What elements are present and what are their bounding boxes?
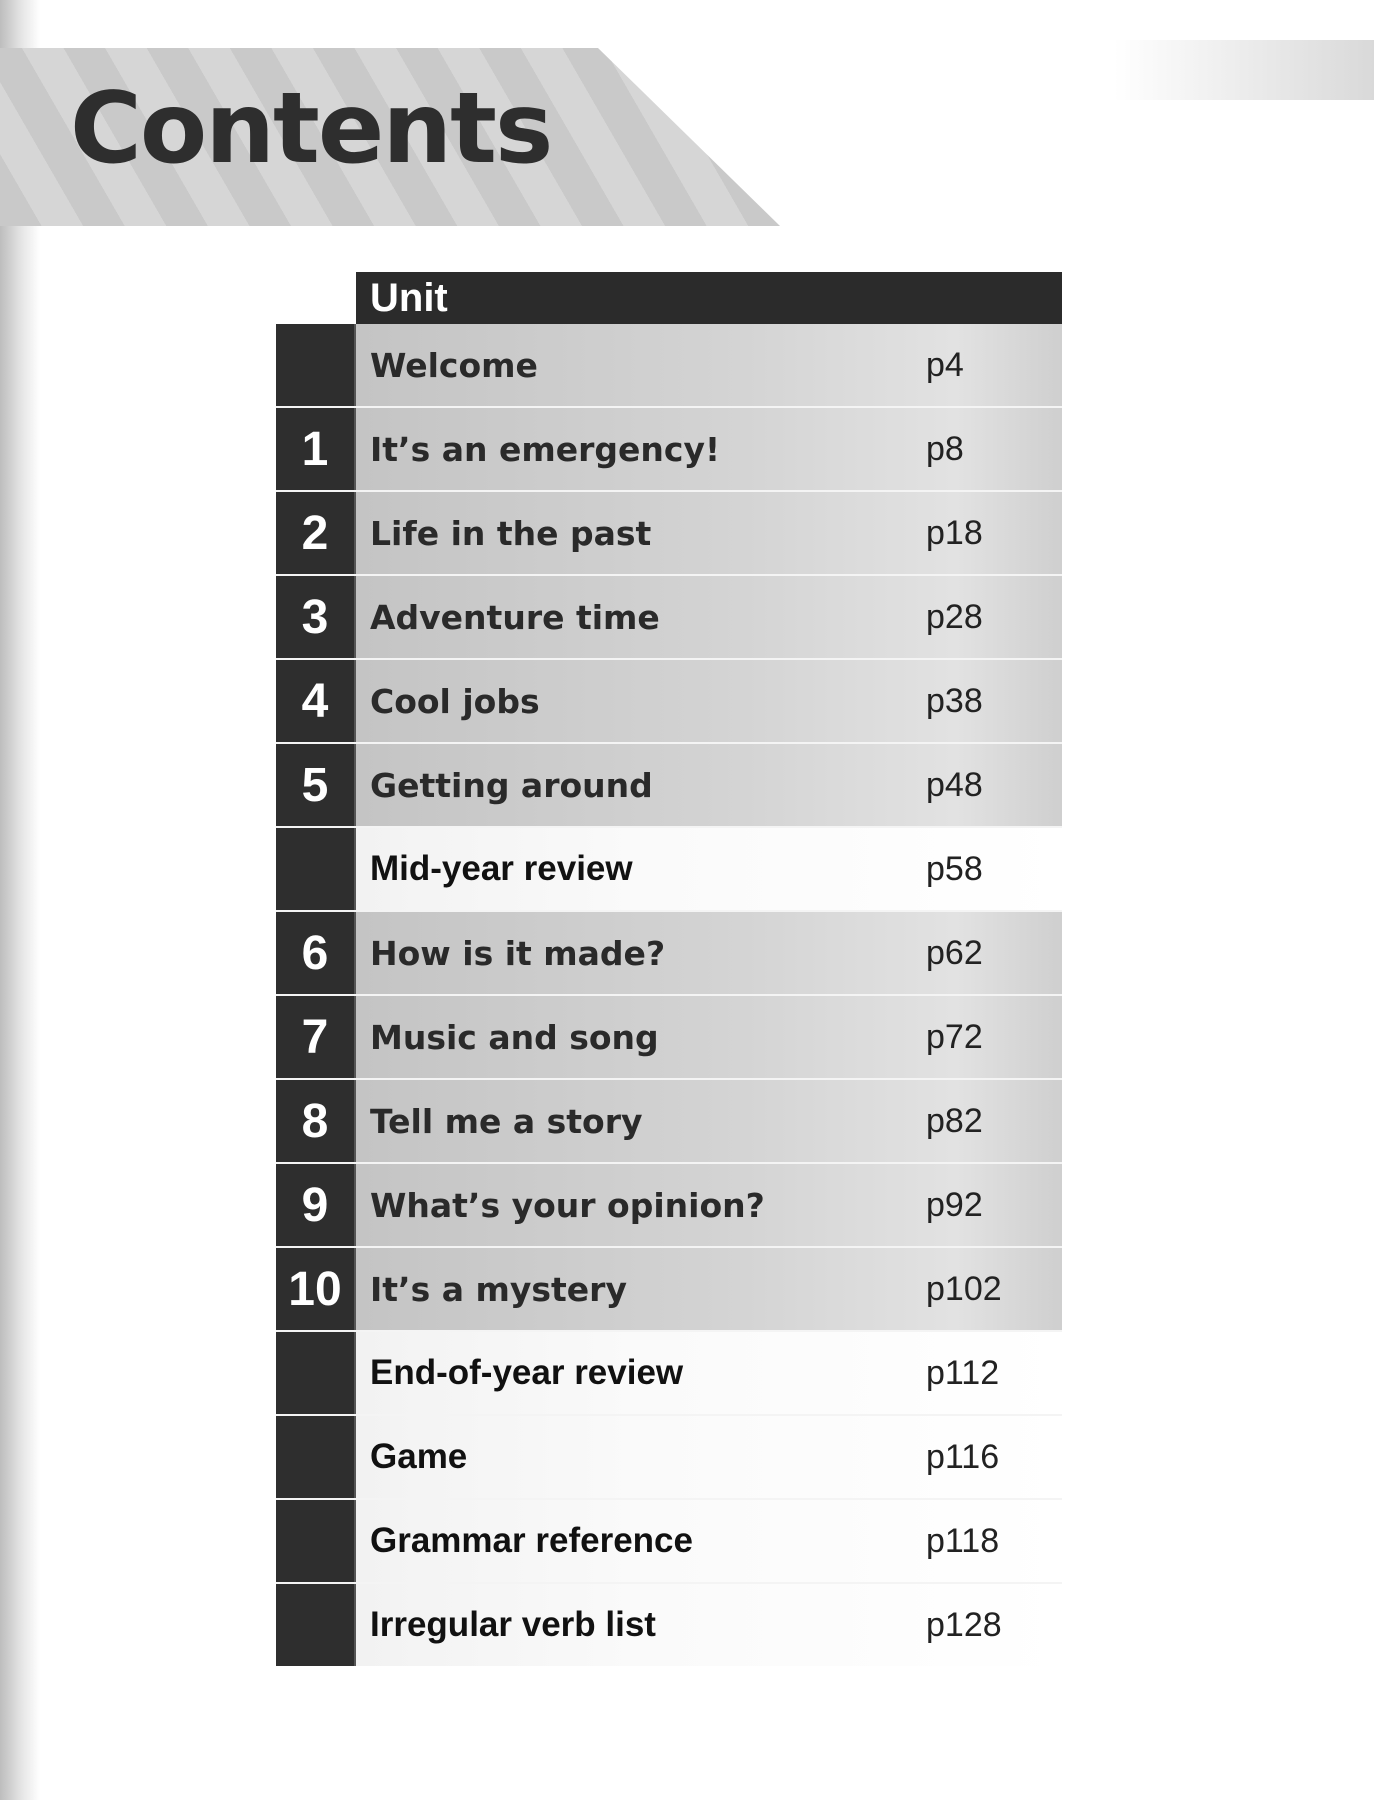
row-content	[356, 1584, 1062, 1666]
row-content	[356, 996, 1062, 1078]
page-number: p116	[926, 1437, 1000, 1476]
contents-row	[276, 574, 1062, 658]
section-title: Welcome	[370, 345, 538, 385]
page-number: p92	[926, 1185, 983, 1224]
contents-row	[276, 742, 1062, 826]
unit-number: 8	[276, 1080, 356, 1162]
contents-row	[276, 910, 1062, 994]
section-title: Life in the past	[370, 513, 652, 553]
page-number: p72	[926, 1017, 983, 1056]
page-number: p18	[926, 513, 983, 552]
section-title: It’s a mystery	[370, 1269, 627, 1309]
contents-row	[276, 1414, 1062, 1498]
row-content	[356, 744, 1062, 826]
page-number: p38	[926, 681, 983, 720]
unit-number	[276, 1500, 356, 1582]
page-number: p128	[926, 1605, 1002, 1644]
contents-row	[276, 324, 1062, 406]
section-title: Music and song	[370, 1017, 659, 1057]
contents-table	[276, 272, 1062, 1666]
page-number: p62	[926, 933, 983, 972]
row-content	[356, 1416, 1062, 1498]
section-title: Adventure time	[370, 597, 660, 637]
unit-number: 9	[276, 1164, 356, 1246]
section-title: Grammar reference	[370, 1521, 693, 1560]
section-title: Tell me a story	[370, 1101, 643, 1141]
contents-row	[276, 658, 1062, 742]
unit-number	[276, 1584, 356, 1666]
page-number: p28	[926, 597, 983, 636]
page-title: Contents	[70, 72, 552, 186]
section-title: What’s your opinion?	[370, 1185, 765, 1225]
row-content	[356, 1248, 1062, 1330]
page-number: p82	[926, 1101, 983, 1140]
row-content	[356, 1332, 1062, 1414]
unit-number: 7	[276, 996, 356, 1078]
contents-row	[276, 1582, 1062, 1666]
page-number: p118	[926, 1521, 1000, 1560]
contents-row	[276, 490, 1062, 574]
contents-row	[276, 1078, 1062, 1162]
row-content	[356, 492, 1062, 574]
page-number: p48	[926, 765, 983, 804]
section-title: How is it made?	[370, 933, 666, 973]
section-title: It’s an emergency!	[370, 429, 721, 469]
unit-number	[276, 1332, 356, 1414]
page-number: p4	[926, 345, 964, 384]
contents-row	[276, 1498, 1062, 1582]
unit-number: 10	[276, 1248, 356, 1330]
unit-number	[276, 1416, 356, 1498]
scan-corner-shadow	[1114, 40, 1374, 100]
contents-row	[276, 406, 1062, 490]
section-title: End-of-year review	[370, 1353, 684, 1392]
unit-number: 2	[276, 492, 356, 574]
contents-rows	[276, 324, 1062, 1666]
contents-row	[276, 1330, 1062, 1414]
section-title: Irregular verb list	[370, 1605, 656, 1644]
page-number: p8	[926, 429, 964, 468]
section-title: Cool jobs	[370, 681, 540, 721]
unit-number: 4	[276, 660, 356, 742]
row-content	[356, 324, 1062, 406]
page-number: p112	[926, 1353, 1000, 1392]
row-content	[356, 408, 1062, 490]
row-content	[356, 828, 1062, 910]
page-number: p102	[926, 1269, 1002, 1308]
unit-number: 1	[276, 408, 356, 490]
contents-row	[276, 1246, 1062, 1330]
row-content	[356, 576, 1062, 658]
contents-row	[276, 826, 1062, 910]
unit-number: 6	[276, 912, 356, 994]
unit-number: 5	[276, 744, 356, 826]
unit-number: 3	[276, 576, 356, 658]
unit-number	[276, 324, 356, 406]
row-content	[356, 912, 1062, 994]
contents-row	[276, 1162, 1062, 1246]
unit-number	[276, 828, 356, 910]
section-title: Getting around	[370, 765, 653, 805]
row-content	[356, 1500, 1062, 1582]
row-content	[356, 1080, 1062, 1162]
row-content	[356, 1164, 1062, 1246]
contents-row	[276, 994, 1062, 1078]
row-content	[356, 660, 1062, 742]
scan-edge-shadow	[0, 0, 40, 1800]
section-title: Mid-year review	[370, 849, 633, 888]
section-title: Game	[370, 1437, 468, 1476]
unit-column-header: Unit	[356, 272, 1062, 324]
page-number: p58	[926, 849, 983, 888]
